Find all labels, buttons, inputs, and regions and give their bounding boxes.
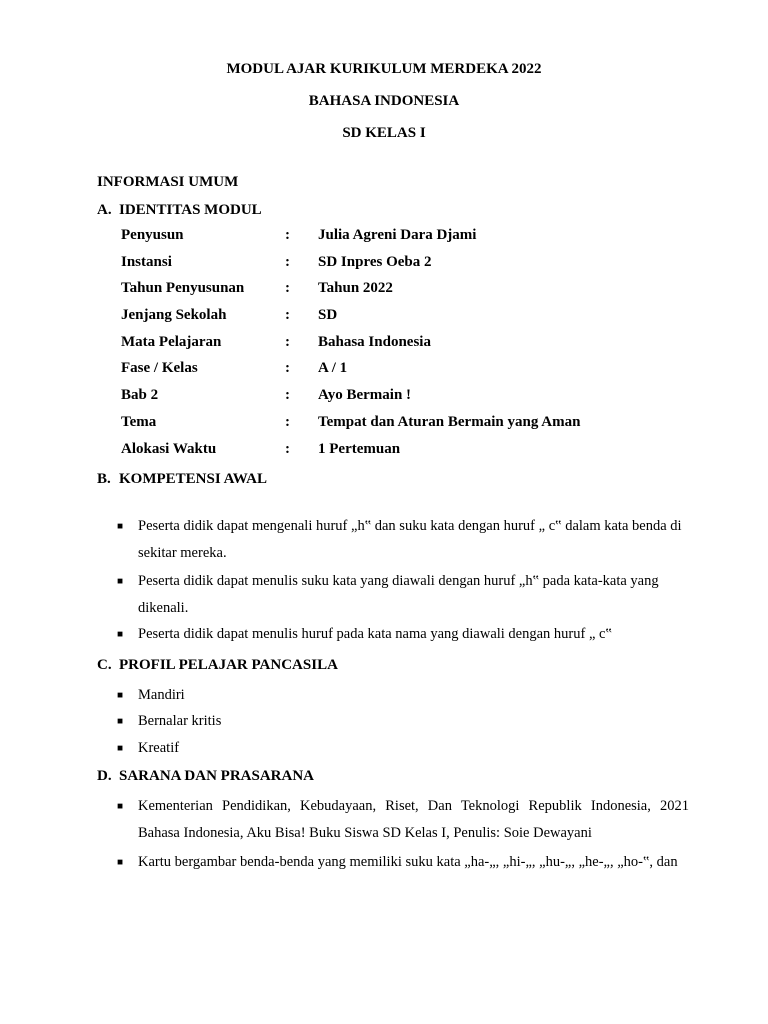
identitas-separator: : bbox=[285, 254, 290, 270]
bullet-square-icon: ■ bbox=[117, 576, 124, 587]
identitas-value: 1 Pertemuan bbox=[318, 441, 401, 457]
identitas-value: Tahun 2022 bbox=[318, 280, 393, 296]
identitas-separator: : bbox=[285, 414, 290, 430]
identitas-value: SD Inpres Oeba 2 bbox=[318, 254, 432, 270]
doc-title: MODUL AJAR KURIKULUM MERDEKA 2022 bbox=[226, 61, 542, 77]
identitas-separator: : bbox=[285, 227, 290, 243]
identitas-label: Instansi bbox=[121, 254, 172, 270]
list-item-text: Peserta didik dapat menulis suku kata yang diawali dengan huruf „h‟ pada kata-kata yang dikenali. bbox=[138, 573, 659, 616]
list-item bbox=[117, 513, 689, 567]
list-item bbox=[117, 708, 689, 735]
identitas-label: Mata Pelajaran bbox=[121, 334, 222, 350]
list-item bbox=[117, 735, 689, 762]
identitas-row bbox=[121, 441, 681, 461]
section-title: SARANA DAN PRASARANA bbox=[119, 768, 315, 784]
identitas-label: Jenjang Sekolah bbox=[121, 307, 227, 323]
bullet-square-icon: ■ bbox=[117, 801, 124, 812]
bullet-square-icon: ■ bbox=[117, 690, 124, 701]
section-title: IDENTITAS MODUL bbox=[119, 202, 262, 218]
identitas-value: SD bbox=[318, 307, 338, 323]
section-c-heading bbox=[97, 657, 338, 674]
bullet-square-icon: ■ bbox=[117, 716, 124, 727]
identitas-separator: : bbox=[285, 334, 290, 350]
identitas-label: Penyusun bbox=[121, 227, 184, 243]
identitas-row bbox=[121, 387, 681, 407]
identitas-row bbox=[121, 254, 681, 274]
identitas-label: Fase / Kelas bbox=[121, 360, 198, 376]
identitas-separator: : bbox=[285, 387, 290, 403]
doc-class: SD KELAS I bbox=[342, 125, 426, 141]
identitas-row bbox=[121, 360, 681, 380]
identitas-value: Tempat dan Aturan Bermain yang Aman bbox=[318, 414, 581, 430]
identitas-label: Bab 2 bbox=[121, 387, 159, 403]
bullet-square-icon: ■ bbox=[117, 629, 124, 640]
list-item-text: Kementerian Pendidikan, Kebudayaan, Riset, Dan Teknologi Republik Indonesia, 2021 Bahasa Indonesia, Aku Bisa! Buku Siswa SD Kelas I, Penulis: Soie Dewayani bbox=[138, 798, 689, 841]
identitas-row bbox=[121, 414, 681, 434]
identitas-label: Tahun Penyusunan bbox=[121, 280, 245, 296]
list-item-text: Mandiri bbox=[138, 687, 185, 703]
identitas-value: Ayo Bermain ! bbox=[318, 387, 412, 403]
list-item-text: Peserta didik dapat menulis huruf pada kata nama yang diawali dengan huruf „ c‟ bbox=[138, 626, 612, 642]
identitas-separator: : bbox=[285, 280, 290, 296]
list-item-text: Kartu bergambar benda-benda yang memiliki suku kata „ha-„, „hi-„, „hu-„, „he-„, „ho-‟, dan bbox=[138, 854, 678, 870]
identitas-value: A / 1 bbox=[318, 360, 348, 376]
section-title: KOMPETENSI AWAL bbox=[119, 471, 267, 487]
doc-subject: BAHASA INDONESIA bbox=[308, 93, 460, 109]
list-item bbox=[117, 621, 689, 648]
list-item-text: Kreatif bbox=[138, 740, 180, 756]
list-item-text: Bernalar kritis bbox=[138, 713, 222, 729]
list-item bbox=[117, 793, 689, 847]
section-letter: D. bbox=[97, 768, 112, 784]
identitas-row bbox=[121, 227, 681, 247]
section-a-heading bbox=[97, 202, 262, 219]
identitas-row bbox=[121, 307, 681, 327]
bullet-square-icon: ■ bbox=[117, 743, 124, 754]
list-item bbox=[117, 849, 689, 876]
section-b-heading bbox=[97, 471, 267, 488]
bullet-square-icon: ■ bbox=[117, 857, 124, 868]
identitas-label: Alokasi Waktu bbox=[121, 441, 217, 457]
identitas-separator: : bbox=[285, 360, 290, 376]
info-umum-heading: INFORMASI UMUM bbox=[97, 174, 239, 190]
section-d-heading bbox=[97, 768, 314, 785]
list-item bbox=[117, 682, 689, 709]
identitas-value: Julia Agreni Dara Djami bbox=[318, 227, 477, 243]
identitas-row bbox=[121, 280, 681, 300]
identitas-separator: : bbox=[285, 441, 290, 457]
list-item-text: Peserta didik dapat mengenali huruf „h‟ dan suku kata dengan huruf „ c‟ dalam kata benda di sekitar mereka. bbox=[138, 518, 682, 561]
identitas-label: Tema bbox=[121, 414, 157, 430]
identitas-separator: : bbox=[285, 307, 290, 323]
section-title: PROFIL PELAJAR PANCASILA bbox=[119, 657, 338, 673]
section-letter: C. bbox=[97, 657, 112, 673]
section-letter: A. bbox=[97, 202, 112, 218]
section-letter: B. bbox=[97, 471, 111, 487]
identitas-row bbox=[121, 334, 681, 354]
list-item bbox=[117, 568, 689, 622]
bullet-square-icon: ■ bbox=[117, 521, 124, 532]
identitas-value: Bahasa Indonesia bbox=[318, 334, 431, 350]
